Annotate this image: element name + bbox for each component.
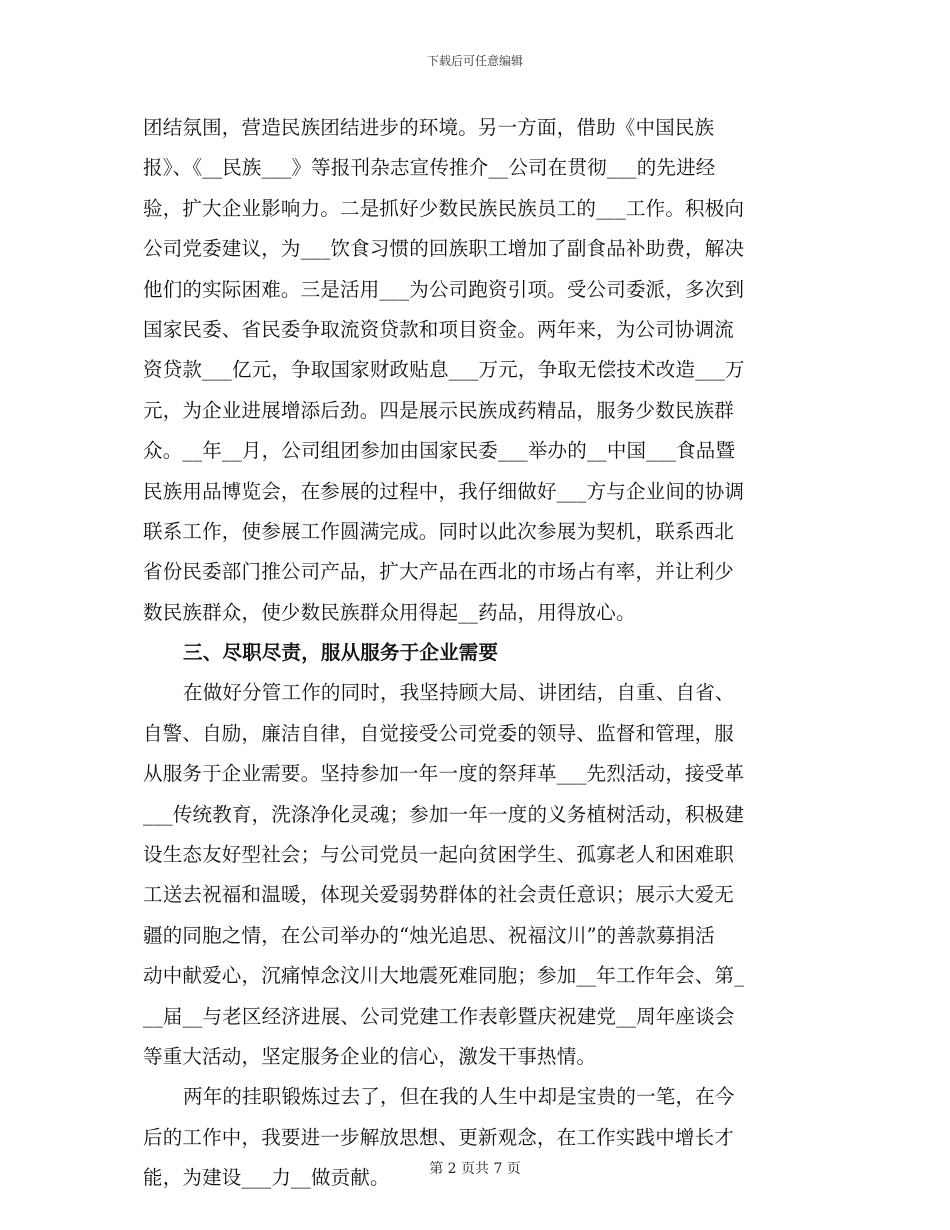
text-line: 资贷款___亿元，争取国家财政贴息___万元，争取无偿技术改造___万 <box>143 358 745 382</box>
text-line: ___传统教育，洗涤净化灵魂；参加一年一度的义务植树活动，积极建 <box>143 802 745 826</box>
page-header: 下载后可任意编辑 <box>426 54 523 68</box>
text-line: 从服务于企业需要。坚持参加一年一度的祭拜革___先烈活动，接受革 <box>143 762 745 786</box>
text-line: 数民族群众，使少数民族群众用得起__药品，用得放心。 <box>143 600 636 624</box>
text-line: 众。__年__月，公司组团参加由国家民委___举办的__中国___食品暨 <box>143 439 736 463</box>
text-line: __届__与老区经济进展、公司党建工作表彰暨庆祝建党__周年座谈会 <box>143 1004 735 1028</box>
text-line: 两年的挂职锻炼过去了，但在我的人生中却是宝贵的一笔，在今 <box>183 1085 735 1109</box>
page-number: 第 2 页共 7 页 <box>429 1161 521 1177</box>
text-line: 验，扩大企业影响力。二是抓好少数民族民族员工的___工作。积极向 <box>143 196 745 220</box>
text-line: 国家民委、省民委争取流资贷款和项目资金。两年来，为公司协调流 <box>143 317 735 341</box>
text-line: 在做好分管工作的同时，我坚持顾大局、讲团结，自重、自省、 <box>183 681 735 705</box>
text-line: 省份民委部门推公司产品，扩大产品在西北的市场占有率，并让利少 <box>143 560 735 584</box>
section-heading: 三、尽职尽责，服从服务于企业需要 <box>183 641 499 665</box>
text-line: 联系工作，使参展工作圆满完成。同时以此次参展为契机，联系西北 <box>143 519 735 543</box>
text-line: 后的工作中，我要进一步解放思想、更新观念，在工作实践中增长才 <box>143 1125 735 1149</box>
document-body <box>143 108 811 1199</box>
text-line: 工送去祝福和温暖，体现关爱弱势群体的社会责任意识；展示大爱无 <box>143 883 735 907</box>
text-line: 团结氛围，营造民族团结进步的环境。另一方面，借助《中国民族 <box>143 116 715 139</box>
text-line: 疆的同胞之情，在公司举办的“烛光追思、祝福汶川”的善款募捐活 <box>143 923 715 947</box>
text-line: 能，为建设___力__做贡献。 <box>143 1166 390 1190</box>
text-line: 公司党委建议，为___饮食习惯的回族职工增加了副食品补助费，解决 <box>143 237 745 261</box>
text-line: 他们的实际困难。三是活用___为公司跑资引项。受公司委派，多次到 <box>143 277 745 301</box>
text-line: 元，为企业进展增添后劲。四是展示民族成药精品，服务少数民族群 <box>143 398 735 422</box>
text-line: 报》、《__民族___》等报刊杂志宣传推介__公司在贯彻___的先进经 <box>143 156 716 180</box>
text-line: 等重大活动，坚定服务企业的信心，激发干事热情。 <box>143 1044 597 1068</box>
text-line: 动中献爱心，沉痛悼念汶川大地震死难同胞；参加__年工作年会、第_ <box>143 964 745 988</box>
text-line: 民族用品博览会，在参展的过程中，我仔细做好___方与企业间的协调 <box>143 479 745 503</box>
text-line: 自警、自励，廉洁自律，自觉接受公司党委的领导、监督和管理，服 <box>143 721 735 745</box>
text-line: 设生态友好型社会；与公司党员一起向贫困学生、孤寡老人和困难职 <box>143 843 735 867</box>
